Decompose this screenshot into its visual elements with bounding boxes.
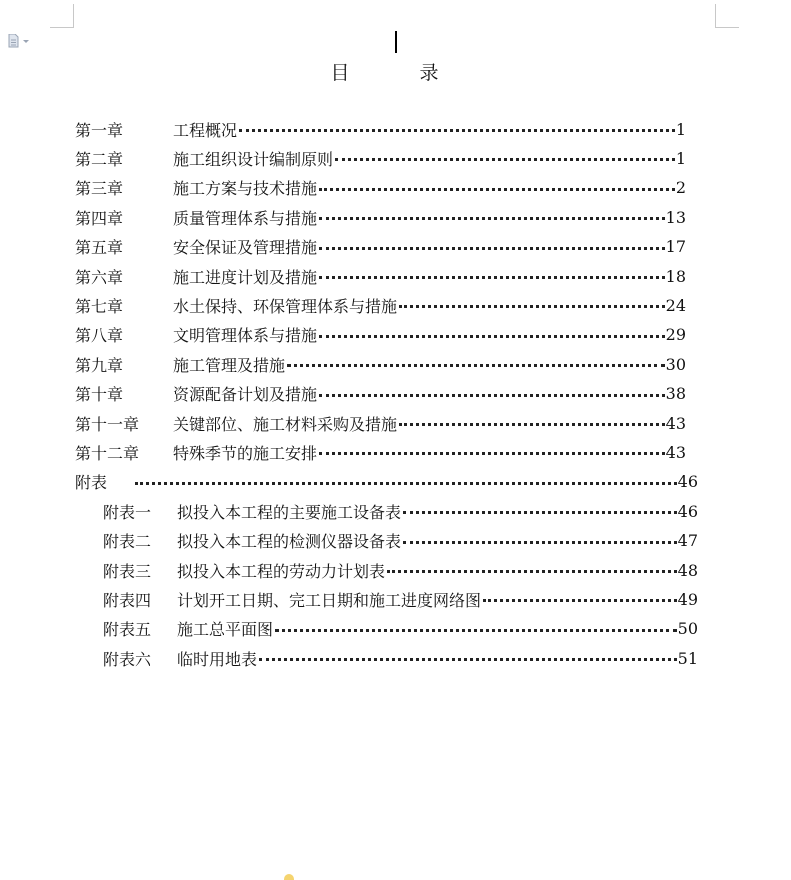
dot-leader (257, 646, 678, 670)
toc-page-number: 1 (675, 119, 686, 139)
dot-leader (385, 558, 678, 582)
dot-leader (317, 235, 666, 259)
toc-entry-title: 施工管理及措施 (173, 355, 286, 375)
toc-chapter-row[interactable] (75, 235, 686, 259)
toc-page-number: 38 (665, 384, 686, 404)
dot-leader (401, 499, 678, 523)
toc-entry-label: 附表一 (103, 502, 152, 522)
toc-entry-title: 特殊季节的施工安排 (173, 443, 318, 463)
dot-leader (481, 587, 678, 611)
toc-entry-title: 拟投入本工程的劳动力计划表 (177, 561, 386, 581)
dot-leader (273, 617, 678, 641)
toc-page-number: 43 (665, 413, 686, 433)
dot-leader (285, 352, 666, 376)
toc-entry-label: 第十章 (75, 385, 124, 405)
toc-chapter-row[interactable] (75, 440, 686, 464)
dot-leader (333, 146, 676, 170)
toc-entry-title: 计划开工日期、完工日期和施工进度网络图 (177, 590, 482, 610)
dot-leader (317, 264, 666, 288)
toc-chapter-row[interactable] (75, 352, 686, 376)
toc-page-number: 13 (665, 207, 686, 227)
dot-leader (397, 411, 666, 435)
toc-chapter-row[interactable] (75, 293, 686, 317)
toc-entry-title: 质量管理体系与措施 (173, 208, 318, 228)
toc-entry-title: 施工总平面图 (177, 620, 274, 640)
toc-entry-title: 施工方案与技术措施 (173, 179, 318, 199)
toc-appendix-item-row[interactable] (103, 529, 698, 553)
toc-appendix-item-row[interactable] (103, 587, 698, 611)
dot-leader (401, 529, 678, 553)
toc-page-number: 2 (675, 178, 686, 198)
toc-entry-label: 第四章 (75, 208, 124, 228)
toc-entry-label: 第十二章 (75, 443, 140, 463)
toc-entry-title: 安全保证及管理措施 (173, 238, 318, 258)
toc-appendix-row[interactable] (75, 470, 698, 494)
toc-appendix-item-row[interactable] (103, 499, 698, 523)
page-corner-guide-top-right (715, 4, 739, 28)
toc-entry-label: 第七章 (75, 296, 124, 316)
toc-entry-label: 附表二 (103, 532, 152, 552)
toc-page-number: 1 (675, 148, 686, 168)
toc-entry-label: 第九章 (75, 355, 124, 375)
toc-entry-label: 第八章 (75, 326, 124, 346)
toc-chapter-row[interactable] (75, 205, 686, 229)
toc-page-number: 29 (665, 325, 686, 345)
toc-page-number: 50 (677, 619, 698, 639)
toc-chapter-row[interactable] (75, 264, 686, 288)
toc-entry-title: 水土保持、环保管理体系与措施 (173, 296, 398, 316)
toc-entry-label: 附表六 (103, 649, 152, 669)
toc-entry-label: 第一章 (75, 120, 124, 140)
dot-leader (397, 293, 666, 317)
text-cursor (395, 31, 397, 53)
toc-page-number: 24 (665, 295, 686, 315)
toc-entry-title: 施工进度计划及措施 (173, 267, 318, 287)
dot-leader (317, 176, 676, 200)
dot-leader (237, 117, 676, 141)
document-icon[interactable] (7, 33, 35, 47)
toc-entry-title: 文明管理体系与措施 (173, 326, 318, 346)
toc-chapter-row[interactable] (75, 146, 686, 170)
toc-chapter-row[interactable] (75, 382, 686, 406)
page-corner-guide-top-left (50, 4, 74, 28)
toc-chapter-row[interactable] (75, 117, 686, 141)
toc-entry-label: 第二章 (75, 149, 124, 169)
toc-page-number: 46 (677, 501, 698, 521)
toc-page-number: 49 (677, 589, 698, 609)
toc-entry-title: 工程概况 (173, 120, 238, 140)
toc-entry-title: 施工组织设计编制原则 (173, 149, 334, 169)
toc-entry-title: 拟投入本工程的主要施工设备表 (177, 502, 402, 522)
toc-entry-label: 附表五 (103, 620, 152, 640)
toc-page-number: 48 (677, 560, 698, 580)
toc-entry-label: 附表四 (103, 590, 152, 610)
bottom-mark (284, 874, 294, 880)
toc-entry-title: 资源配备计划及措施 (173, 385, 318, 405)
dot-leader (317, 205, 666, 229)
toc-page-number: 18 (665, 266, 686, 286)
toc-chapter-row[interactable] (75, 323, 686, 347)
toc-page-number: 17 (665, 237, 686, 257)
toc-entry-label: 第三章 (75, 179, 124, 199)
toc-entry-label: 第五章 (75, 238, 124, 258)
toc-entry-label: 附表 (75, 473, 108, 493)
dot-leader (317, 323, 666, 347)
toc-page-number: 51 (677, 648, 698, 668)
toc-chapter-row[interactable] (75, 411, 686, 435)
toc-page-number: 30 (665, 354, 686, 374)
toc-page-number: 46 (677, 472, 698, 492)
toc-appendix-item-row[interactable] (103, 617, 698, 641)
dot-leader (317, 440, 666, 464)
dot-leader (317, 382, 666, 406)
toc-entry-label: 附表三 (103, 561, 152, 581)
toc-entry-label: 第六章 (75, 267, 124, 287)
toc-chapter-row[interactable] (75, 176, 686, 200)
toc-appendix-item-row[interactable] (103, 558, 698, 582)
toc-page-number: 43 (665, 442, 686, 462)
toc-entry-title: 拟投入本工程的检测仪器设备表 (177, 532, 402, 552)
toc-page-number: 47 (677, 531, 698, 551)
toc-entry-title: 临时用地表 (177, 649, 258, 669)
toc-title: 目 录 (330, 62, 471, 84)
dot-leader (133, 470, 678, 494)
toc-entry-label: 第十一章 (75, 414, 140, 434)
toc-entry-title: 关键部位、施工材料采购及措施 (173, 414, 398, 434)
toc-appendix-item-row[interactable] (103, 646, 698, 670)
